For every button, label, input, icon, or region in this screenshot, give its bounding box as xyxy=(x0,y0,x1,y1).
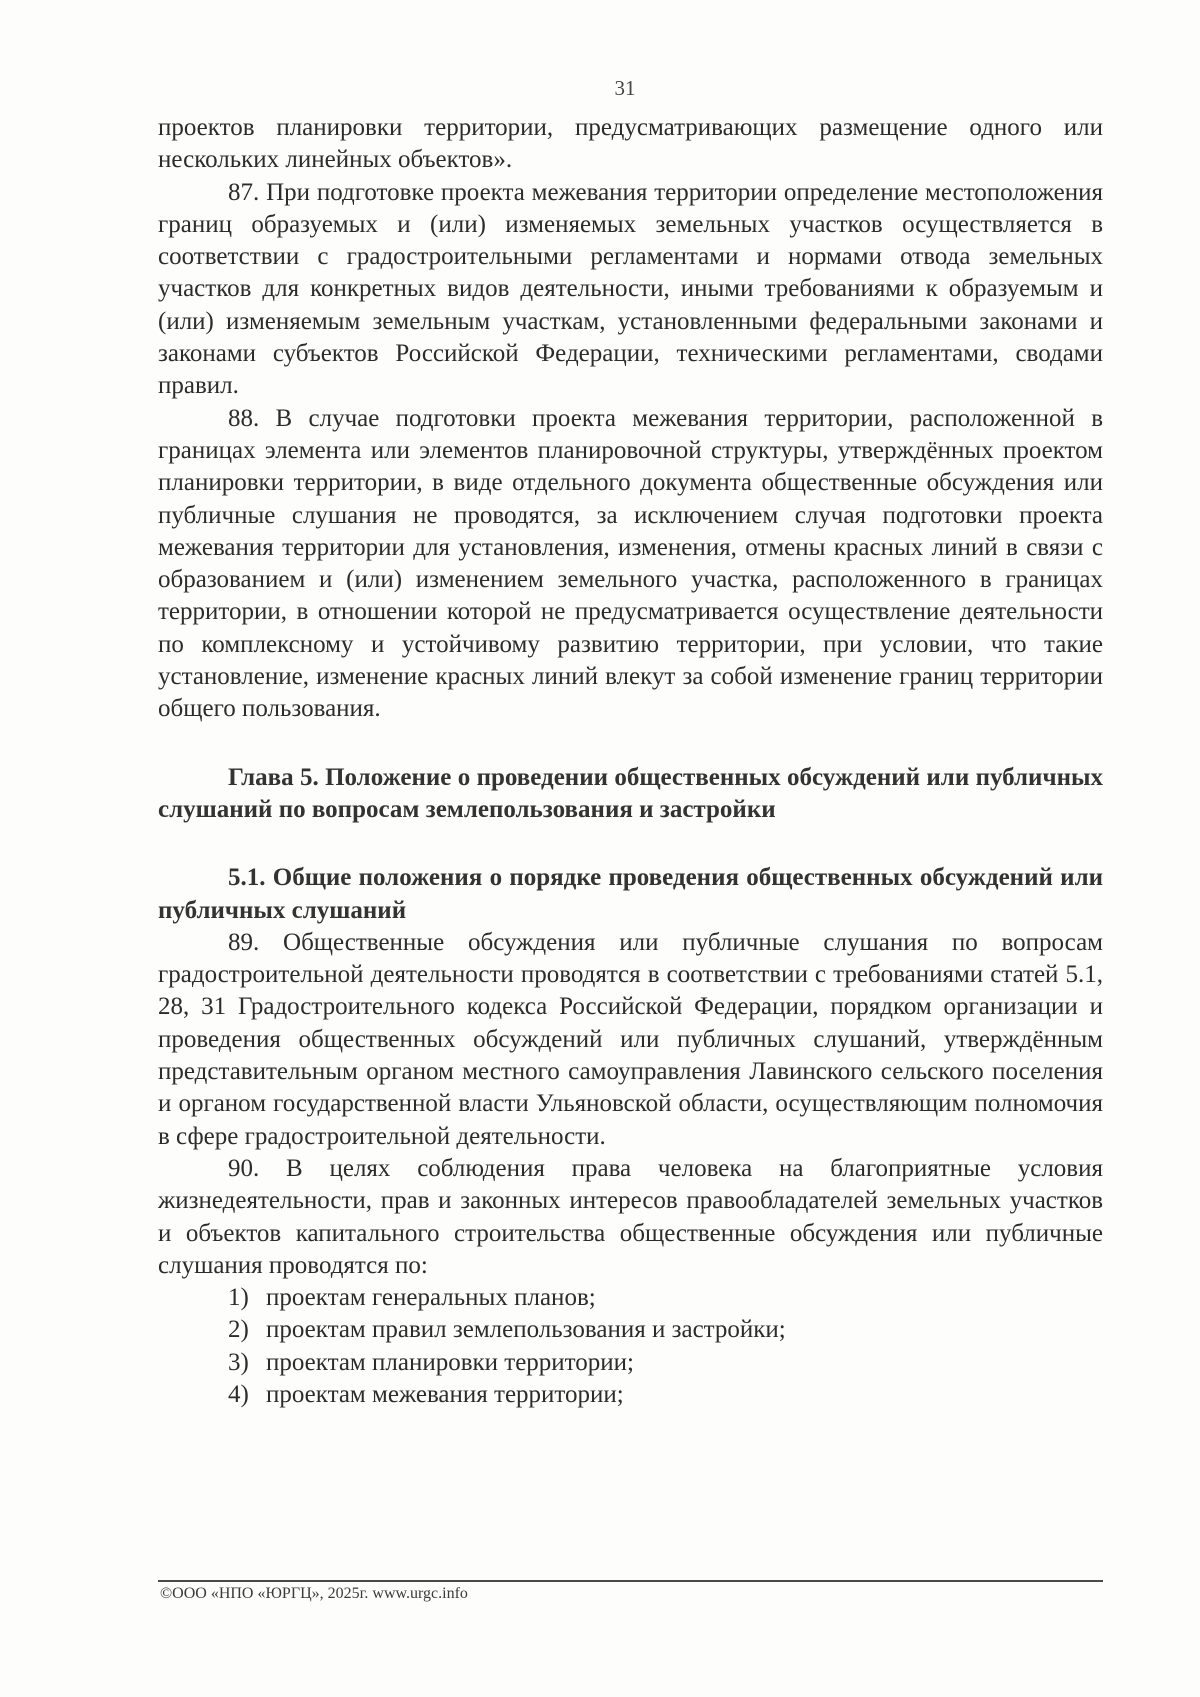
list-item xyxy=(158,1347,1103,1379)
page-number: 31 xyxy=(614,76,636,100)
section-heading: 5.1. Общие положения о порядке проведения общественных обсуждений или публичных слушаний xyxy=(158,864,1103,924)
list-item-text: проектам генеральных планов; xyxy=(266,1284,596,1312)
list-item xyxy=(158,1314,1103,1346)
paragraph-87: 87. При подготовке проекта межевания территории определение местоположения границ образуемых и (или) изменяемых земельных участков осуществляется в соответствии с градостроительными регламентами и нормами отвода земельных участков для конкретных видов деятельности, иными требованиями к образуемым и (или) изменяемым земельным участкам, установленными федеральными законами и законами субъектов Российской Федерации, техническими регламентами, сводами правил. xyxy=(158,178,1103,400)
footer-copyright: ©ООО «НПО «ЮРГЦ», 2025г. www.urgc.info xyxy=(160,1585,468,1602)
paragraph-89: 89. Общественные обсуждения или публичные слушания по вопросам градостроительной деятельности проводятся в соответствии с требованиями статей 5.1, 28, 31 Градостроительного кодекса Российской Федерации, порядком организации и проведения общественных обсуждений или публичных слушаний, утверждённым представительным органом местного самоуправления Лавинского сельского поселения и органом государственной власти Ульяновской области, осуществляющим полномочия в сфере градостроительной деятельности. xyxy=(158,928,1103,1150)
chapter-heading: Глава 5. Положение о проведении общественных обсуждений или публичных слушаний по вопросам землепользования и застройки xyxy=(158,763,1103,823)
list-item-number: 3) xyxy=(228,1348,249,1376)
list-item xyxy=(158,1379,1103,1411)
paragraph-90: 90. В целях соблюдения права человека на благоприятные условия жизнедеятельности, прав и законных интересов правообладателей земельных участков и объектов капитального строительства общественные обсуждения или публичные слушания проводятся по: xyxy=(158,1154,1103,1279)
footer-divider xyxy=(158,1580,1103,1582)
list-item-text: проектам правил землепользования и застройки; xyxy=(266,1316,786,1344)
list-item-text: проектам межевания территории; xyxy=(266,1380,624,1408)
list-item xyxy=(158,1282,1103,1314)
paragraph-88: 88. В случае подготовки проекта межевания территории, расположенной в границах элемента или элементов планировочной структуры, утверждённых проектом планировки территории, в виде отдельного документа общественные обсуждения или публичные слушания не проводятся, за исключением случая подготовки проекта межевания территории для установления, изменения, отмены красных линий в связи с образованием и (или) изменением земельного участка, расположенного в границах территории, в отношении которой не предусматривается осуществление деятельности по комплексному и устойчивому развитию территории, при условии, что такие установление, изменение красных линий влекут за собой изменение границ территории общего пользования. xyxy=(158,404,1103,723)
list-item-number: 4) xyxy=(228,1380,249,1408)
numbered-list xyxy=(158,1282,1103,1411)
list-item-number: 1) xyxy=(228,1284,249,1312)
paragraph-continuation: проектов планировки территории, предусматривающих размещение одного или нескольких линейных объектов». xyxy=(158,114,1103,174)
document-body xyxy=(158,112,1103,1411)
list-item-text: проектам планировки территории; xyxy=(266,1348,634,1376)
list-item-number: 2) xyxy=(228,1316,249,1344)
